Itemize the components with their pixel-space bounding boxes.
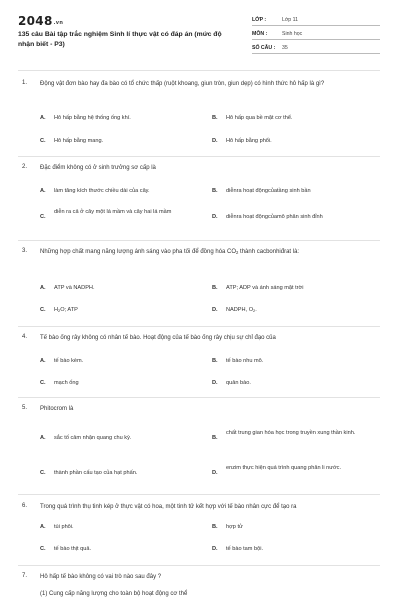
question-number: 4.	[22, 334, 28, 340]
question-number: 6.	[22, 503, 28, 509]
question-text: Phitocrom là	[40, 406, 74, 412]
option-text: Hô hấp bằng mang.	[54, 138, 104, 144]
option-letter: D.	[212, 307, 218, 313]
question-divider	[18, 397, 380, 398]
option-letter: C.	[40, 470, 46, 476]
subscript: 2	[236, 250, 239, 255]
option-text: Hô hấp bằng hệ thống ống khí.	[54, 115, 131, 121]
option-letter: B.	[212, 435, 218, 441]
question-text-part: thành cacbonhiđrat là:	[238, 249, 300, 255]
meta-subject-row	[252, 28, 380, 40]
logo-tld: .vn	[53, 20, 64, 26]
option-text: sắc tố cảm nhận quang chu kỳ.	[54, 435, 132, 441]
meta-class-value: Lớp 11	[282, 17, 298, 23]
subscript: 2	[253, 308, 256, 313]
option-letter: D.	[212, 214, 218, 220]
question-divider	[18, 494, 380, 495]
question-text: Tế bào ống rây không có nhân tế bào. Hoạt động của tế bào ống rây chịu sự chỉ đạo của	[40, 335, 276, 341]
option-text: quản bào.	[226, 380, 251, 386]
option-letter: C.	[40, 307, 46, 313]
option-text: làm tăng kích thước chiều dài của cây.	[54, 188, 150, 194]
document-title: 135 câu Bài tập trắc nghiệm Sinh lí thực vật có đáp án (mức độ nhận biết - P3)	[18, 31, 222, 48]
option-text: chất trung gian hóa học trong truyền xung thần kinh.	[226, 430, 356, 436]
option-text: hợp tử	[226, 524, 243, 530]
option-text: diễn ra cả ở cây một lá mầm và cây hai lá mầm	[54, 209, 172, 215]
option-letter: A.	[40, 188, 46, 194]
question-statement: (1) Cung cấp năng lượng cho toàn bộ hoạt động cơ thể	[40, 591, 188, 597]
question-text	[40, 248, 378, 258]
option-text: mạch ống	[54, 380, 79, 386]
site-logo[interactable]	[18, 14, 63, 28]
question-text: Động vật đơn bào hay đa bào có tổ chức thấp (ruột khoang, giun tròn, giun dẹp) có hình thức hô hấp là gì?	[40, 81, 325, 87]
question-divider	[18, 156, 380, 157]
option-text: Hô hấp bằng phổi.	[226, 138, 272, 144]
option-letter: C.	[40, 380, 46, 386]
option-text: ATP và NADPH.	[54, 285, 95, 291]
formula-part: H	[54, 307, 59, 313]
formula-part: .	[255, 307, 257, 313]
question-divider	[18, 240, 380, 241]
question-number: 3.	[22, 248, 28, 254]
option-text	[54, 306, 204, 315]
meta-count-label: SỐ CÂU :	[252, 45, 276, 51]
option-letter: D.	[212, 138, 218, 144]
question-text: Đặc điểm không có ở sinh trưởng sơ cấp là	[40, 165, 156, 171]
question-divider	[18, 326, 380, 327]
formula-part: O; ATP	[60, 307, 78, 313]
option-text: tế bào nhu mô.	[226, 358, 264, 364]
option-text: túi phôi.	[54, 524, 74, 530]
option-text: ATP; ADP và ánh sáng mặt trời	[226, 285, 304, 291]
question-divider	[18, 565, 380, 566]
option-letter: B.	[212, 285, 218, 291]
option-letter: A.	[40, 358, 46, 364]
option-text: tế bào kèm.	[54, 358, 84, 364]
meta-subject-label: MÔN :	[252, 31, 268, 37]
question-number: 2.	[22, 164, 28, 170]
option-letter: C.	[40, 138, 46, 144]
meta-count-row	[252, 42, 380, 54]
option-letter: A.	[40, 524, 46, 530]
formula-part: NADPH, O	[226, 307, 254, 313]
option-letter: B.	[212, 115, 218, 121]
option-text: thành phần cấu tạo của hạt phấn.	[54, 470, 138, 476]
logo-main: 2048	[18, 14, 53, 28]
option-letter: B.	[212, 524, 218, 530]
question-text: Hô hấp tế bào không có vai trò nào sau đây ?	[40, 574, 162, 580]
question-number: 5.	[22, 405, 28, 411]
option-letter: A.	[40, 285, 46, 291]
option-letter: A.	[40, 435, 46, 441]
option-text: Hô hấp qua bề mặt cơ thể.	[226, 115, 293, 121]
question-text-part: Những hợp chất mang năng lượng ánh sáng vào pha tối để đồng hóa CO	[40, 249, 237, 255]
option-letter: C.	[40, 214, 46, 220]
question-divider	[18, 70, 380, 71]
option-letter: B.	[212, 188, 218, 194]
option-letter: D.	[212, 546, 218, 552]
option-text: tế bào thịt quả.	[54, 546, 92, 552]
meta-count-value: 35	[282, 45, 288, 51]
option-letter: C.	[40, 546, 46, 552]
option-letter: B.	[212, 358, 218, 364]
meta-class-row	[252, 14, 380, 26]
option-letter: A.	[40, 115, 46, 121]
question-number: 7.	[22, 573, 28, 579]
document-header	[0, 0, 400, 62]
question-number: 1.	[22, 80, 28, 86]
option-text: diễnra hoạt độngcủamô phân sinh đỉnh	[226, 214, 323, 220]
question-text: Trong quá trình thụ tinh kép ở thực vật có hoa, một tinh tử kết hợp với tế bào nhân cực để tạo ra	[40, 504, 297, 510]
option-letter: D.	[212, 470, 218, 476]
meta-class-label: LỚP :	[252, 17, 267, 23]
option-text: tế bào tam bội.	[226, 546, 264, 552]
option-text	[226, 306, 376, 315]
meta-subject-value: Sinh học	[282, 31, 303, 37]
subscript: 2	[58, 308, 61, 313]
option-text: enzim thực hiện quá trình quang phân li nước.	[226, 465, 342, 471]
option-text: diễnra hoạt độngcủatầng sinh bần	[226, 188, 311, 194]
option-letter: D.	[212, 380, 218, 386]
